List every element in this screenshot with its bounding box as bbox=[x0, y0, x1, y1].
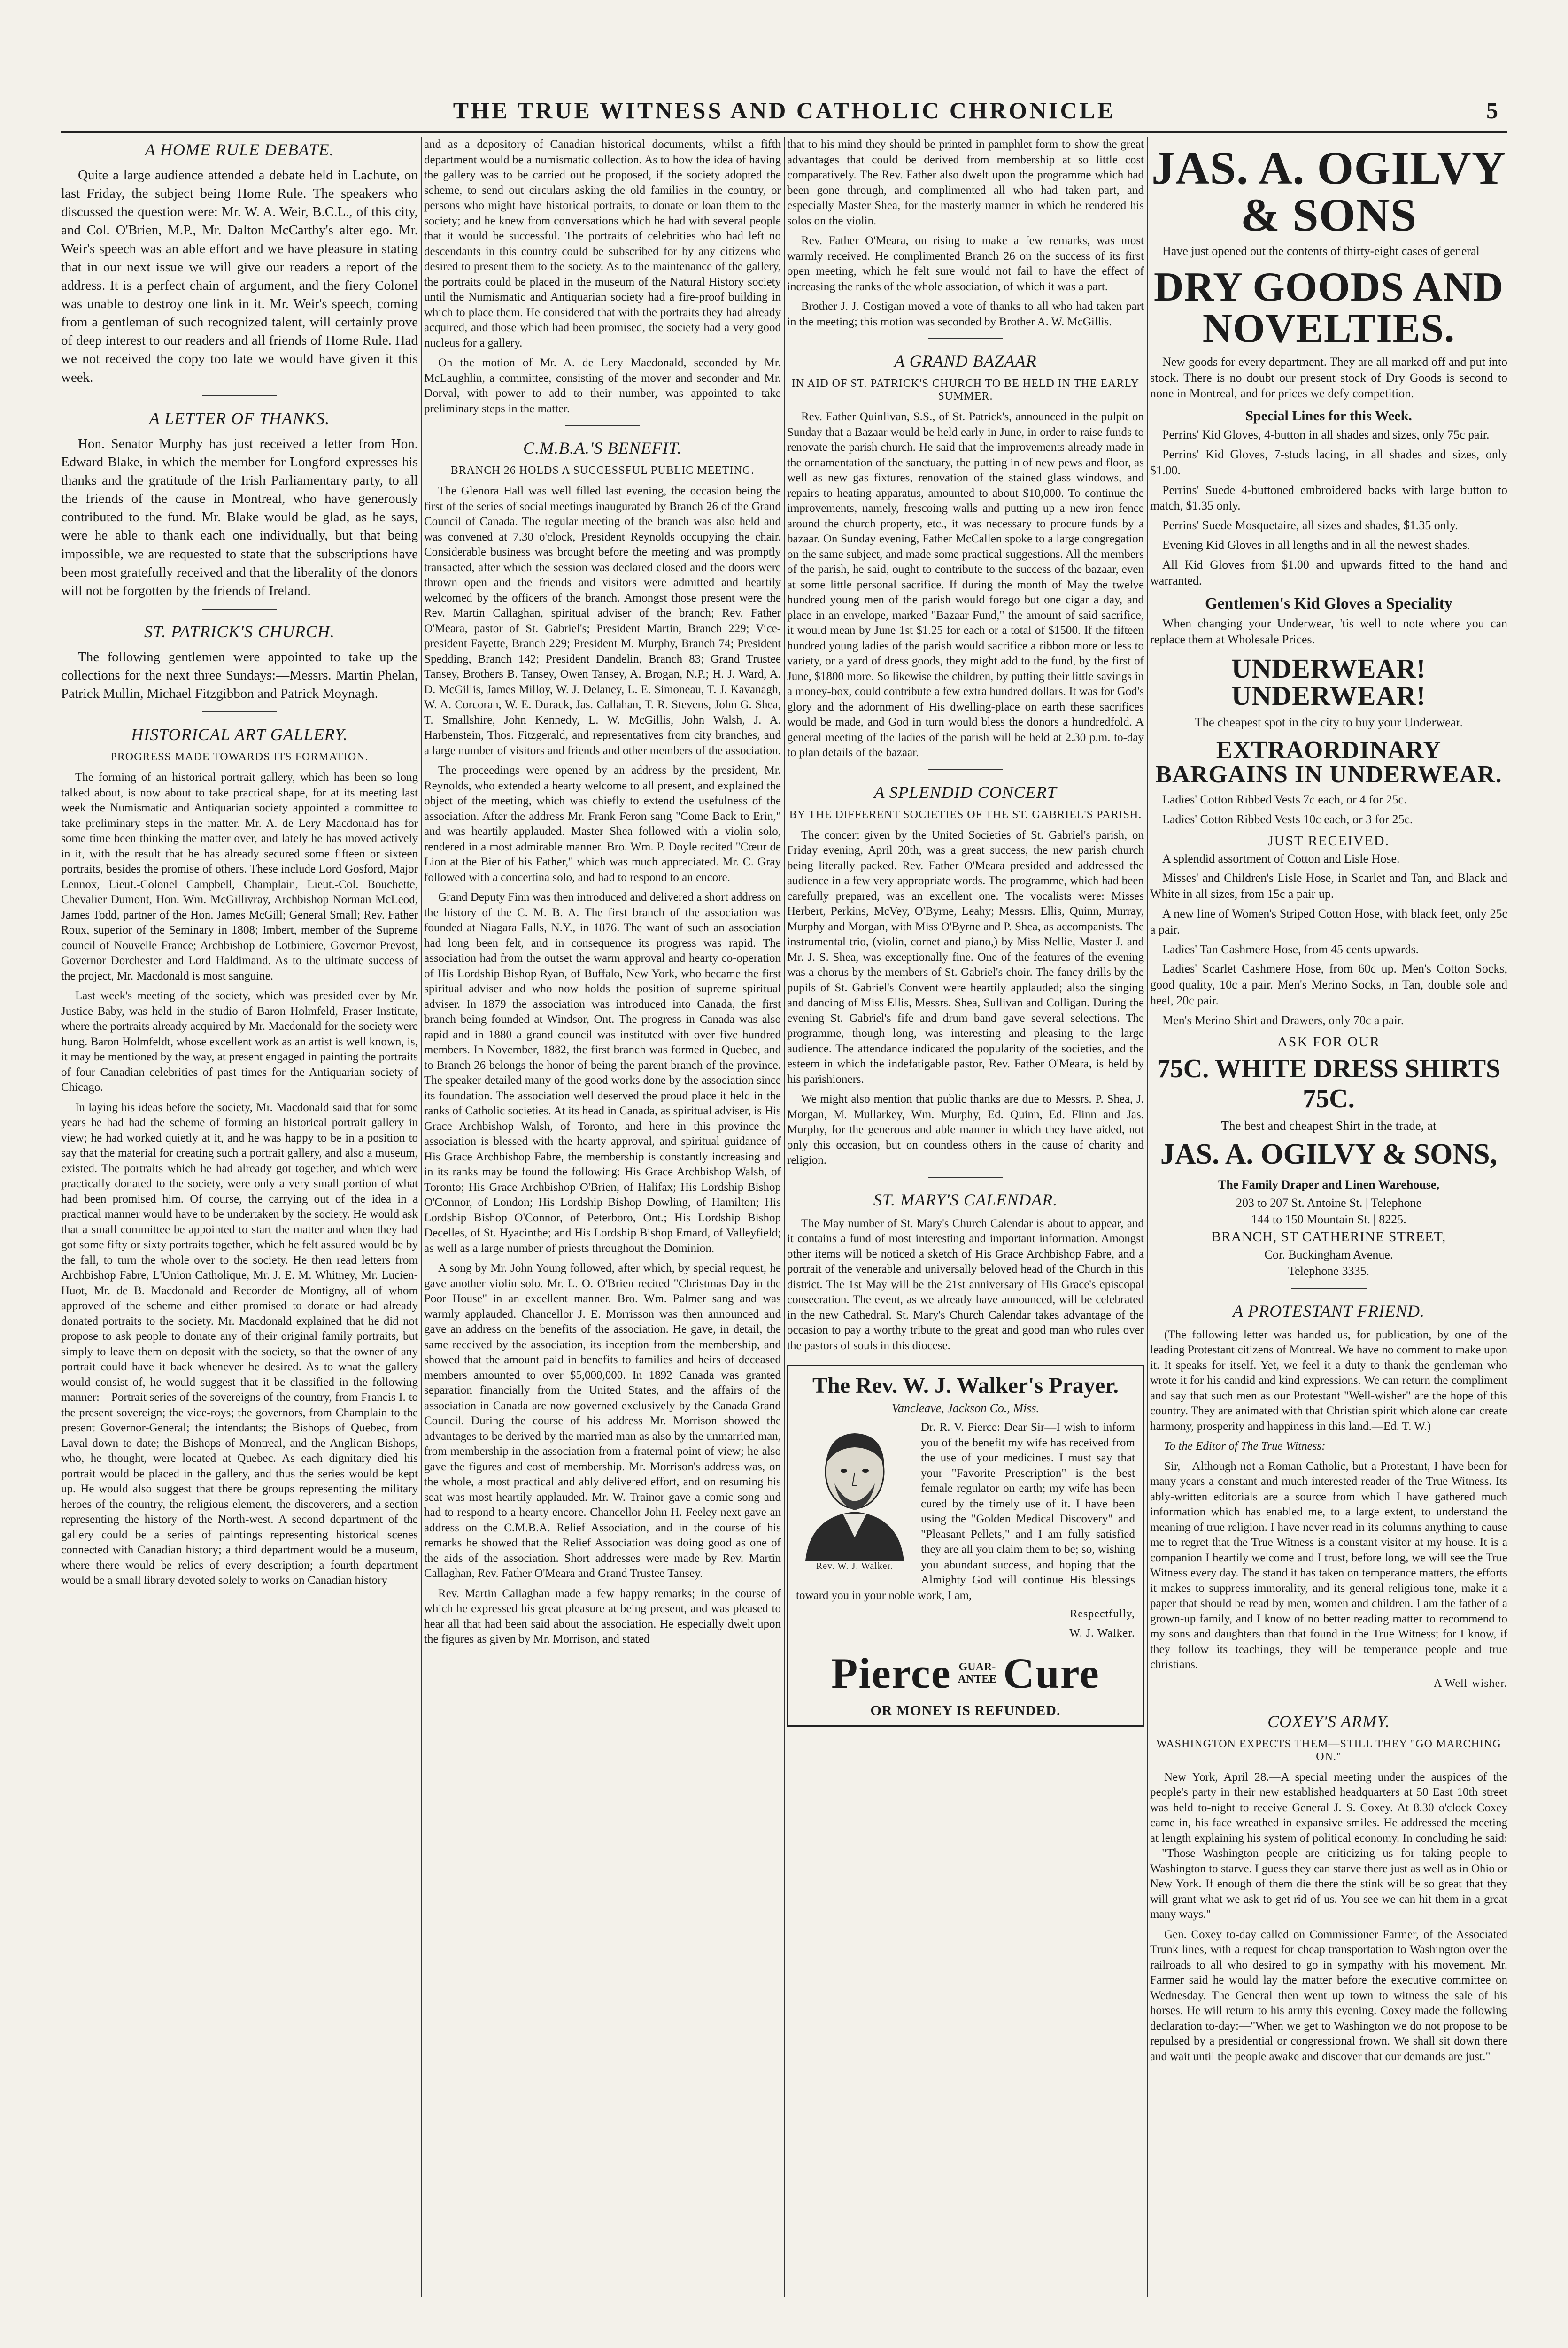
article-heading: A SPLENDID CONCERT bbox=[874, 782, 1057, 802]
newspaper-title: THE TRUE WITNESS AND CATHOLIC CHRONICLE bbox=[453, 97, 1116, 124]
article-text: The proceedings were opened by an address by the president, Mr. Reynolds, who extended a hearty welcome to all present, and explained the object of the meeting, which was chiefly to extend the usefulness of the association. After the address Mr. Frank Feron sang "Come Back to Erin," and was heartily applauded. Master Shea followed with a violin solo, rendered in a most admirable manner. Bro. Wm. P. Doyle recited "Cœur de Lion at the Bier of his Father," which was much appreciated. Mr. C. Gray followed with a concertina solo, and had to respond to an encore. bbox=[424, 764, 781, 884]
article-text: Brother J. J. Costigan moved a vote of thanks to all who had taken part in the meeting; this motion was seconded by Brother A. W. McGillis. bbox=[787, 300, 1144, 328]
ad-place: Vancleave, Jackson Co., Miss. bbox=[891, 1401, 1040, 1415]
article-heading: ST. MARY'S CALENDAR. bbox=[873, 1190, 1058, 1209]
ad-text: The best and cheapest Shirt in the trade, at bbox=[1221, 1118, 1437, 1133]
article-text: We might also mention that public thanks are due to Messrs. P. Shea, J. Morgan, M. Mullarkey, Wm. Murphy, Ed. Quinn, Ed. Flinn and Jas. Murphy, for the generous and able manner in which they have aided, not only this occasion, but on countless others in the cause of charity and religion. bbox=[787, 1093, 1144, 1166]
page-number: 5 bbox=[1486, 97, 1498, 124]
article-text: Hon. Senator Murphy has just received a letter from Hon. Edward Blake, in which the member for Longford expresses his thanks and the gratitude of the Irish Parliamentary party, to all the friends of the cause in Montreal, who have generously contributed to the fund. Mr. Blake would be glad, as he says, were he able to thank each one individually, but that being impossible, we are requested to state that the subscriptions have been most gratefully received and that the liberality of the donors will not be forgotten by the friends of Ireland. bbox=[61, 436, 418, 598]
ad-item: Perrins' Kid Gloves, 7-studs lacing, in all shades and sizes, only $1.00. bbox=[1150, 447, 1507, 477]
column-rule bbox=[421, 137, 422, 2297]
warehouse-line: The Family Draper and Linen Warehouse, bbox=[1218, 1177, 1439, 1191]
portrait-illustration bbox=[796, 1420, 913, 1561]
ad-item: All Kid Gloves from $1.00 and upwards fitted to the hand and warranted. bbox=[1150, 557, 1507, 587]
column-4 bbox=[1150, 137, 1507, 2297]
ad-section-heading: JUST RECEIVED. bbox=[1267, 833, 1390, 849]
divider bbox=[202, 711, 277, 712]
kid-gloves-heading: Gentlemen's Kid Gloves a Speciality bbox=[1205, 595, 1452, 613]
ad-item: Perrins' Suede Mosquetaire, all sizes and shades, $1.35 only. bbox=[1162, 518, 1458, 533]
article-subheading: PROGRESS MADE TOWARDS ITS FORMATION. bbox=[110, 751, 369, 764]
walker-portrait bbox=[796, 1420, 913, 1575]
masthead bbox=[61, 94, 1507, 133]
article-text: Sir,—Although not a Roman Catholic, but a Protestant, I have been for many years a constant and much interested reader of the True Witness. Its ably-written editorials are a source from which I have gathered much information which has enabled me, to a large extent, to understand the meaning of true religion. I have never read in its columns anything to cause me to regret that the True Witness is a constant visitor at my house. It is a companion I heartily welcome and I trust, before long, we will see the True Witness every day. The stand it has taken on temperance matters, the efforts it makes to suppress immorality, and its general religious tone, make it a paper that should be read by men, women and children. I am the father of a grown-up family, and I know of no better reading matter to recommend to my sons and daughters than that found in the True Witness; for I know, if they follow its teachings, they will be temperance people and true christians. bbox=[1150, 1460, 1507, 1671]
underwear-heading: UNDERWEAR! UNDERWEAR! bbox=[1231, 653, 1426, 711]
article-subheading: BY THE DIFFERENT SOCIETIES OF THE ST. GABRIEL'S PARISH. bbox=[789, 808, 1142, 821]
ad-closing: Respectfully, bbox=[1070, 1608, 1135, 1620]
article-text: Rev. Martin Callaghan made a few happy remarks; in the course of which he expressed his great pleasure at being present, and was pleased to hear all that had been said about the association. He especially dwelt upon the figures as given by Mr. Morrison, and stated bbox=[424, 1587, 781, 1645]
article-text: The May number of St. Mary's Church Calendar is about to appear, and it contains a fund of most interesting and important information. Amongst other items will be noticed a sketch of His Grace Archbishop Fabre, and a portrait of the venerable and universally beloved head of the Church in this district. The 1st May will be the 21st anniversary of His Grace's episcopal consecration. The event, as we already have announced, will be celebrated in the new Cathedral. St. Mary's Church Calendar takes advantage of the occasion to pay a worthy tribute to the great and good man who rules over the pastors of souls in this diocese. bbox=[787, 1217, 1144, 1352]
article-text: Last week's meeting of the society, which was presided over by Mr. Justice Baby, was held in the studio of Baron Holmfeld, Fraser Institute, where the portraits already acquired by Mr. Macdonald for the society were hung. Baron Holmfeldt, whose excellent work as an artist is well known, is, it may be mentioned by the way, at present engaged in painting the portraits of four Canadian celebrities of past times for the Antiquarian society of Chicago. bbox=[61, 989, 418, 1094]
article-text: New York, April 28.—A special meeting under the auspices of the people's party in their new established headquarters at 50 East 10th street was held to-night to receive General J. S. Coxey. At 8.30 o'clock Coxey came in, his face wreathed in expansive smiles. He addressed the meeting at length explaining his system of political economy. In concluding he said:—"Those Washington people are criticizing us for taking people to Washington to starve. I guess they can starve there just as well as in Ohio or New York. If enough of them die there the stink will be so great that they will grant what we ask to get rid of us. You see we can hit them in a great many ways." bbox=[1150, 1770, 1507, 1921]
dry-goods-heading: DRY GOODS AND NOVELTIES. bbox=[1154, 264, 1504, 351]
divider bbox=[928, 769, 1003, 770]
article-text: A song by Mr. John Young followed, after which, by special request, he gave another violin solo. Mr. L. O. O'Brien recited "Christmas Day in the Poor House" in an excellent manner. Bro. Wm. Palmer sang and was warmly applauded. Chancellor J. E. Morrisson was then announced and gave an address on the benefits of the association. He gave, in detail, the same received by the association, its inception from the membership, and showed that the amount paid in benefits to families and heirs of deceased members amounted to over $5,000,000. In 1892 Canada was granted separation financially from the United States, and the affairs of the association in Canada are now governed exclusively by the Canada Grand Council. During the course of his address Mr. Morrison showed the advantages to be derived by the married man as also by the unmarried man, from membership in the association from a fraternal point of view; he also gave the figures and cost of membership. Mr. Morrison's address was, on the whole, a most practical and ably delivered effort, and on resuming his seat was most heartily applauded. Mr. W. Trainor gave a comic song and had to respond to a hearty encore. Chancellor John H. Feeley next gave an address on the C.M.B.A. Relief Association, and in the course of his remarks he showed that the Relief Association was doing good as one of the aids of the association. Short addresses were made by Rev. Martin Callaghan, Rev. Father O'Meara and Grand Trustee Tansey. bbox=[424, 1262, 781, 1580]
ad-item: Ladies' Scarlet Cashmere Hose, from 60c up. Men's Cotton Socks, good quality, 10c a pair. Men's Merino Socks, in Tan, double sole and heel, 20c pair. bbox=[1150, 962, 1507, 1008]
article-text: In laying his ideas before the society, Mr. Macdonald said that for some years he had had the scheme of forming an historical portrait gallery in view; he had worked quietly at it, and he was happy to be in a position to say that the material for creating such a portrait gallery, and also a museum, existed. The portraits which he had already got together, and which were practically donated to the society, were only a very small portion of what had been promised him. Of course, the carrying out of the idea in a practical manner would have to be undertaken by the society. He would ask that a small committee be appointed to start the matter and when they had got some fifty or sixty portraits together, which he felt assured would be by the fall, to turn the whole over to the society. He then read letters from Archbishop Fabre, L'Union Catholique, Mr. J. E. M. Whitney, Mr. Lucien-Huot, Mr. de B. Macdonald and Recorder de Montigny, all of whom approved of the scheme and either promised to donate or had already donated portraits to the society. Mr. Macdonald explained that he did not propose to ask people to donate any of their original family portraits, but simply to leave them on deposit with the society, so that the owner of any portrait could have it back whenever he desired. As to what the gallery would consist of, he would suggest that it be classified in the following manner:—Portrait series of the sovereigns of the country, from Francis I. to the present sovereign; the vice-roys; the governors, from Champlain to the present Governor-General; the intendants; the Bishops of Quebec, from Laval down to date; the Bishops of Montreal, and the Anglican Bishops, who, he thought, were located at Quebec. As each dignitary died his portrait would be placed in the gallery, and thus the series would be kept up. He would also suggest that there be groups representing the military heroes of the country, the religious element, the discoverers, and a section representing the history of the North-west. A second department of the gallery could be a series of paintings representing historical scenes connected with Canadian history; a third department would be a museum, where there would be relics of every description; a fourth department would be a small library devoted solely to works on Canadian history bbox=[61, 1101, 418, 1587]
article-subheading: WASHINGTON EXPECTS THEM—STILL THEY "GO MARCHING ON." bbox=[1156, 1738, 1501, 1763]
article-text: Gen. Coxey to-day called on Commissioner Farmer, of the Associated Trunk lines, with a request for cheap transportation to Washington over the railroads to all who desired to go in sympathy with his movement. Mr. Farmer said he would lay the matter before the executive committee on Wednesday. The General then went up town to witness the sale of his horses. He will return to his army this evening. Coxey made the following declaration to-day:—"When we get to Washington we do not propose to be repulsed by a presidential or congressional frown. We shall sit down there and wait until the people awake and discover that our demands are just." bbox=[1150, 1928, 1507, 2063]
column-2 bbox=[424, 137, 781, 2297]
walker-advertisement bbox=[787, 1365, 1144, 1727]
cure-word: Cure bbox=[1003, 1649, 1100, 1697]
article-text: Rev. Father O'Meara, on rising to make a few remarks, was most warmly received. He complimented Branch 26 on the success of its first open meeting, which he felt sure would not fail to have the effect of increasing the ranks of the whole association, of which it was a part. bbox=[787, 234, 1144, 293]
ad-item: A splendid assortment of Cotton and Lisle Hose. bbox=[1162, 851, 1400, 865]
article-heading: C.M.B.A.'S BENEFIT. bbox=[523, 439, 682, 457]
bargains-heading: EXTRAORDINARY BARGAINS IN UNDERWEAR. bbox=[1155, 737, 1502, 788]
ad-item: Perrins' Suede 4-buttoned embroidered backs with large button to match, $1.35 only. bbox=[1150, 483, 1507, 513]
article-text: The forming of an historical portrait gallery, which has been so long talked about, is now about to take practical shape, for at its meeting last week the Numismatic and Antiquarian society appointed a committee to take preliminary steps in the matter. Mr. A. de Lery Macdonald has for some time been thinking the matter over, and lately he has moved actively in it, with the result that he has already secured some fifteen or sixteen portraits, besides the promise of others. These include Lord Gosford, Major Lennox, Lieut.-Colonel Campbell, Champlain, Lieut.-Col. Bouchette, Chevalier Dumont, Hon. Wm. McGillivray, Archbishop Norman McLeod, James Todd, partner of the Hon. James McGill; General Small; Rev. Father Roux, superior of the Seminary in 1808; Imbert, member of the Supreme council of Nouvelle France; Archbishop de Lotbiniere, Governor Prevost, Governor Dorchester and Lord Haldimand. As to the ultimate success of the project, Mr. Macdonald is most sanguine. bbox=[61, 771, 418, 982]
portrait-caption: Rev. W. J. Walker. bbox=[816, 1561, 894, 1571]
ad-item: Perrins' Kid Gloves, 4-button in all shades and sizes, only 75c pair. bbox=[1162, 428, 1490, 442]
divider bbox=[202, 395, 277, 396]
ad-text: The cheapest spot in the city to buy your Underwear. bbox=[1194, 715, 1463, 729]
article-text: The Glenora Hall was well filled last evening, the occasion being the first of the series of social meetings inaugurated by Branch 26 of the Grand Council of Canada. The regular meeting of the branch was also held and was convened at 7.30 o'clock, President Reynolds occupying the chair. Considerable business was brought before the meeting and was promptly transacted, after which the session was declared closed and the doors were thrown open and the friends and visitors were admitted and heartily welcomed by the officers of the branch. Amongst those present were the Rev. Martin Callaghan, spiritual adviser of the branch; Rev. Father O'Meara, pastor of St. Gabriel's; President Martin, Branch 229; Vice-president Fayette, Branch 229; President M. Murphy, Branch 74; President Spedding, Branch 142; President Dandelin, Branch 83; Grand Trustee Tansey, Brothers B. Tansey, Owen Tansey, A. Brogan, N.P.; H. J. Ward, A. D. McGillis, James Milloy, W. J. Delaney, L. E. Simoneau, T. J. Kavanagh, W. A. Corcoran, W. E. Durack, Jas. Callahan, T. R. Stevens, John G. Shea, T. Smallshire, John Kennedy, L. W. McGillis, John Walsh, J. A. Harbenstein, Thos. Fitzgerald, and representatives from city branches, and a large number of visitors and friends and other members of the association. bbox=[424, 485, 781, 757]
article-subheading: BRANCH 26 HOLDS A SUCCESSFUL PUBLIC MEETING. bbox=[450, 464, 755, 477]
ad-item: Men's Merino Shirt and Drawers, only 70c a pair. bbox=[1162, 1013, 1404, 1027]
ad-text: When changing your Underwear, 'tis well to note where you can replace them at Wholesale Prices. bbox=[1150, 617, 1507, 647]
article-text: On the motion of Mr. A. de Lery Macdonald, seconded by Mr. McLaughlin, a committee, consisting of the mover and seconder and Mr. Dorval, with power to add to their number, was appointed to take preliminary steps in the matter. bbox=[424, 356, 781, 415]
address-line: 144 to 150 Mountain St. | 8225. bbox=[1251, 1212, 1406, 1226]
ad-body bbox=[796, 1420, 1135, 1640]
column-3 bbox=[787, 137, 1144, 2297]
corner-line: Cor. Buckingham Avenue. bbox=[1264, 1248, 1393, 1262]
pierce-word: Pierce bbox=[831, 1649, 951, 1697]
column-1 bbox=[61, 137, 418, 2297]
article-heading: HISTORICAL ART GALLERY. bbox=[131, 725, 348, 744]
article-heading: COXEY'S ARMY. bbox=[1267, 1712, 1390, 1731]
article-text: Rev. Father Quinlivan, S.S., of St. Patrick's, announced in the pulpit on Sunday that a Bazaar would be held early in June, in order to raise funds to renovate the parish church. He said that the improvements already made in the ornamentation of the sanctuary, the putting in of new pews and floor, as well as new gas fixtures, renovation of the stained glass windows, and repairs to heating apparatus, amounted to about $10,000. To continue the improvements, namely, frescoing walls and putting up a new iron fence around the church property, etc., it was necessary to procure funds by a bazaar. On Sunday evening, Father McCallen spoke to a large congregation on the same subject, and made some practical suggestions. All the members of the parish, he said, ought to contribute to the success of the bazaar, even at some little personal sacrifice. If during the month of May the twelve hundred young men of the parish would forego but one cigar a day, and place in an envelope, marked "Bazaar Fund," the amount of said sacrifice, it would mean by June 1st $1.25 for each or a total of $1500. If the fifteen hundred young ladies of the parish would sacrifice a ribbon more or less to variety, or a yard of dress goods, they might add to the fund, by the first of June, $1800 more. So likewise the children, by putting their little savings in a money-box, could contribute a few extra hundred dollars. It was for God's glory and the adornment of His dwelling-place on earth these sacrifices would be made, and God in turn would bless the donors a hundredfold. A general meeting of the ladies of the parish will be held at 2.30 p.m. to-day to plan details of the bazaar. bbox=[787, 410, 1144, 759]
ad-item: Ladies' Tan Cashmere Hose, from 45 cents upwards. bbox=[1162, 942, 1419, 956]
page-columns bbox=[61, 137, 1507, 2297]
ad-item: Misses' and Children's Lisle Hose, in Scarlet and Tan, and Black and White in all sizes, from 15c a pair up. bbox=[1150, 871, 1507, 901]
ad-item: Ladies' Cotton Ribbed Vests 10c each, or 3 for 25c. bbox=[1162, 812, 1413, 826]
article-heading: A HOME RULE DEBATE. bbox=[145, 140, 334, 159]
shirts-heading: 75C. WHITE DRESS SHIRTS 75C. bbox=[1157, 1054, 1501, 1113]
ogilvy-heading: JAS. A. OGILVY & SONS bbox=[1151, 142, 1506, 241]
ad-item: Evening Kid Gloves in all lengths and in all the newest shades. bbox=[1162, 538, 1470, 552]
article-heading: A PROTESTANT FRIEND. bbox=[1232, 1301, 1425, 1321]
editor-note: (The following letter was handed us, for publication, by one of the leading Protestant citizens of Montreal. We have no comment to make upon it. It speaks for itself. Yet, we feel it a duty to thank the gentleman who wrote it for his candid and kind expressions. We can return the compliment and say that such men as our Protestant "Well-wisher" are the hope of this country. They are animated with that Christian spirit which alone can create harmony, prosperity and happiness in this land.—Ed. T. W.) bbox=[1150, 1328, 1507, 1433]
article-text: Grand Deputy Finn was then introduced and delivered a short address on the history of the C. M. B. A. The first branch of the association was founded at Niagara Falls, N.Y., in 1876. The want of such an association had long been felt, and in consequence its progress was rapid. The association had from the outset the warm approval and hearty co-operation of His Lordship Bishop Ryan, of Buffalo, New York, who became the first spiritual adviser and who now holds the position of supreme spiritual adviser. In 1879 the association was introduced into Canada, the first branch being founded at Windsor, Ont. The progress in Canada was also rapid and in 1880 a grand council was instituted with over five hundred members. In November, 1882, the first branch was formed in Quebec, and to Branch 26 belongs the honor of being the parent branch of the province. The speaker detailed many of the good works done by the association since its foundation. The association well deserved the proud place it held in the ranks of Catholic societies. At its head in Canada, as spiritual adviser, is His Grace Archbishop Walsh, of Toronto, and here in this province the association is blessed with the hearty approval, and spiritual guidance of His Grace Archbishop Fabre, the membership is constantly increasing and in its ranks may be found the following: His Grace Archbishop Walsh, of Toronto; His Grace Archbishop O'Brien, of Halifax; His Lordship Bishop O'Connor, of London; His Lordship Bishop Dowling, of Hamilton; His Lordship Bishop O'Connor, of Peterboro, Ont.; His Lordship Bishop Decelles, of St. Hyacinthe; and His Lordship Bishop Emard, of Valleyfield; as well as a large number of priests throughout the Dominion. bbox=[424, 891, 781, 1255]
ad-text: New goods for every department. They are all marked off and put into stock. There is no doubt our present stock of Dry Goods is second to none in Montreal, and for prices we defy competition. bbox=[1150, 355, 1507, 401]
ad-signer: W. J. Walker. bbox=[1069, 1627, 1135, 1639]
antee-word: ANTEE bbox=[958, 1673, 997, 1685]
ogilvy-name-repeat: JAS. A. OGILVY & SONS, bbox=[1160, 1138, 1498, 1170]
article-text: that to his mind they should be printed in pamphlet form to show the great advantages that could be derived from membership at so little cost comparatively. The Rev. Father also dwelt upon the programme which had been gone through, and complimented all who had taken part, and especially Master Shea, for the masterly manner in which he rendered his solos on the violin. bbox=[787, 138, 1144, 227]
article-heading: ST. PATRICK'S CHURCH. bbox=[144, 622, 335, 641]
article-text: Quite a large audience attended a debate held in Lachute, on last Friday, the subject being Home Rule. The speakers who discussed the question were: Mr. W. A. Weir, B.C.L., of this city, and Col. O'Brien, M.P., Mr. Dalton McCarthy's alter ego. Mr. Weir's speech was an able effort and we have pleasure in stating that in our next issue we will give our readers a report of the address. It is a perfect chain of argument, and the fiery Colonel was unable to destroy one link in it. Mr. Weir's speech, coming from a gentleman of such recognized talent, will certainly prove of deep interest to our readers and all friends of Home Rule. Had we not received the copy too late we would have given it this week. bbox=[61, 168, 418, 385]
guarantee-block bbox=[958, 1661, 997, 1686]
letter-salutation: To the Editor of The True Witness: bbox=[1164, 1440, 1326, 1453]
divider bbox=[565, 425, 640, 426]
divider bbox=[928, 338, 1003, 339]
letter-signature: A Well-wisher. bbox=[1434, 1677, 1507, 1690]
ad-item: Ladies' Cotton Ribbed Vests 7c each, or 4 for 25c. bbox=[1162, 793, 1407, 807]
column-rule bbox=[784, 137, 785, 2297]
refund-line: OR MONEY IS REFUNDED. bbox=[870, 1703, 1061, 1718]
article-text: and as a depository of Canadian historical documents, whilst a fifth department would be a numismatic collection. As to how the idea of having the gallery was to be carried out he proposed, if the society adopted the scheme, to send out circulars asking the old families in the country, or persons who might have historical portraits, to donate or loan them to the society; and he knew from conversations which he had with several people that it would be successful. The portraits of celebrities who had left no descendants in this country could be subscribed for by any citizens who desired to present them to the society. As to the maintenance of the gallery, the portraits could be placed in the museum of the Natural History society until the Numismatic and Antiquarian society had a fire-proof building in which to place them. He considered that with the portraits they had already acquired, and those which had been promised, the society had a very good nucleus for a gallery. bbox=[424, 138, 781, 349]
article-heading: A LETTER OF THANKS. bbox=[149, 409, 330, 428]
ad-letter: Dr. R. V. Pierce: Dear Sir—I wish to inform you of the benefit my wife has received from the use of your medicines. I must say that your "Favorite Prescription" is the best female regulator on earth; my wife has been cured by the timely use of it. I have been using the "Golden Medical Discovery" and "Pleasant Pellets," and I am fully satisfied they are all you claim them to be; so, wishing you abundant success, and hoping that the Almighty God will continue His blessings toward you in your noble work, I am, bbox=[796, 1421, 1135, 1602]
divider bbox=[1291, 1288, 1367, 1289]
article-subheading: IN AID OF ST. PATRICK'S CHURCH TO BE HELD IN THE EARLY SUMMER. bbox=[792, 378, 1139, 402]
telephone-line: Telephone 3335. bbox=[1288, 1264, 1369, 1278]
column-rule bbox=[1147, 137, 1148, 2297]
guar-word: GUAR- bbox=[958, 1661, 996, 1673]
ad-text: ASK FOR OUR bbox=[1277, 1034, 1380, 1050]
ad-item: A new line of Women's Striped Cotton Hose, with black feet, only 25c a pair. bbox=[1150, 907, 1507, 936]
article-text: The concert given by the United Societies of St. Gabriel's parish, on Friday evening, April 20th, was a great success, the new parish church being literally packed. Rev. Father O'Meara presided and addressed the audience in a few very appropriate words. The programme, which had been carefully prepared, was an excellent one. The vocalists were: Misses Herbert, Perkins, McVey, O'Byrne, Leahy; Messrs. Ellis, Quinn, Murray, Murphy and Morgan, with Miss O'Byrne and P. Shea, as accompanists. The instrumental trio, (violin, cornet and piano,) by Miss Nellie, Master J. and Mr. J. S. Shea, was exceptionally fine. One of the features of the evening was a chorus by the members of St. Gabriel's choir. The fancy drills by the pupils of St. Gabriel's Convent were heartily applauded; also the singing and dancing of Miss Ellis, Messrs. Shea, Sullivan and Colligan. During the evening St. Gabriel's fife and drum band gave several selections. The programme, though long, was interesting and pleasing to the large audience. The attendance indicated the popularity of the societies, and the esteem in which the indefatigable pastor, Rev. Father O'Meara, is held by his parishioners. bbox=[787, 828, 1144, 1086]
address-line: 203 to 207 St. Antoine St. | Telephone bbox=[1236, 1196, 1422, 1210]
ad-text: Have just opened out the contents of thirty-eight cases of general bbox=[1162, 244, 1480, 258]
branch-line: BRANCH, ST CATHERINE STREET, bbox=[1211, 1228, 1446, 1244]
pierce-cure-banner bbox=[796, 1648, 1135, 1698]
divider bbox=[928, 1177, 1003, 1178]
ad-title: The Rev. W. J. Walker's Prayer. bbox=[812, 1373, 1119, 1398]
article-text: The following gentlemen were appointed to take up the collections for the next three Sundays:—Messrs. Martin Phelan, Patrick Mullin, Michael Fitzgibbon and Patrick Moynagh. bbox=[61, 649, 418, 702]
ad-section-heading: Special Lines for this Week. bbox=[1245, 408, 1412, 424]
divider bbox=[202, 609, 277, 610]
article-heading: A GRAND BAZAAR bbox=[894, 352, 1037, 371]
